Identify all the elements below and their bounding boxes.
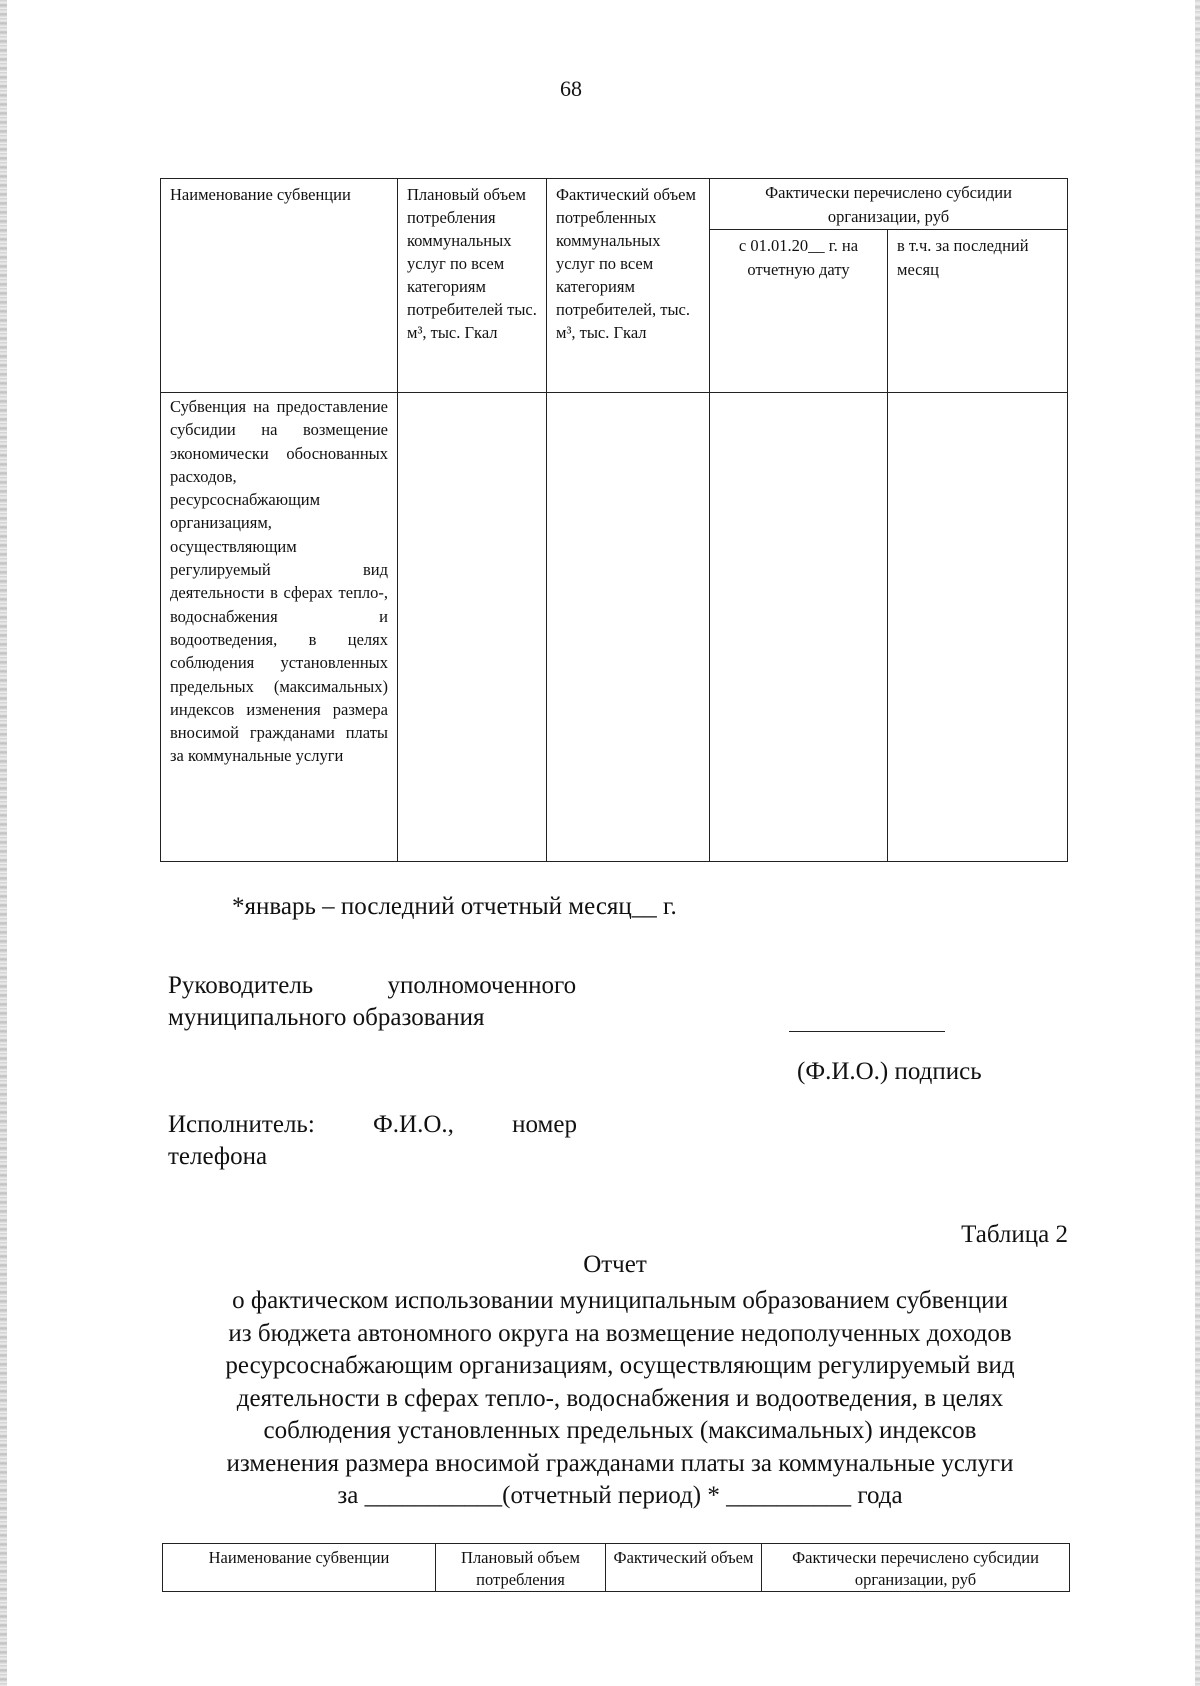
report-line: изменения размера вносимой гражданами платы за коммунальные услуги [226, 1449, 1014, 1477]
report-line: деятельности в сферах тепло-, водоснабжения и водоотведения, в целях [236, 1384, 1004, 1412]
cell-actual-volume [547, 393, 710, 862]
t2-header-planned-volume: Плановый объем потребления [436, 1544, 606, 1592]
scan-edge-left [0, 0, 7, 1686]
head-title-line2: муниципального образования [168, 1004, 485, 1031]
cell-since-date [710, 393, 888, 862]
scan-edge-right [1195, 0, 1200, 1686]
footnote-january: *январь – последний отчетный месяц__ г. [232, 893, 677, 920]
t2-header-name: Наименование субвенции [163, 1544, 436, 1592]
header-last-month: в т.ч. за последний месяц [888, 230, 1068, 393]
cell-planned-volume [398, 393, 547, 862]
cell-last-month [888, 393, 1068, 862]
report-line: за ___________(отчетный период) * __________ года [337, 1482, 903, 1509]
report-title: Отчет [583, 1251, 647, 1278]
executor-line1: Исполнитель: Ф.И.О., номер [168, 1111, 577, 1138]
header-transferred-subsidy: Фактически перечислено субсидии организации, руб [710, 179, 1068, 230]
report-line: о фактическом использовании муниципальным образованием субвенции [232, 1287, 1008, 1314]
header-since-date: с 01.01.20__ г. на отчетную дату [710, 230, 888, 393]
row-subvention-name: Субвенция на предоставление субсидии на возмещение экономически обоснованных расходов, ресурсоснабжающим организациям, осуществляющим регулируемый вид деятельности в сферах тепло-, водоснабжения и водоотведения, в целях соблюдения установленных предельных (максимальных) индексов изменения размера вносимой гражданами платы за коммунальные услуги [161, 393, 398, 862]
table-2-label: Таблица 2 [961, 1221, 1068, 1248]
page-number: 68 [560, 76, 582, 101]
report-line: соблюдения установленных предельных (максимальных) индексов [263, 1417, 977, 1444]
header-planned-volume: Плановый объем потребления коммунальных услуг по всем категориям потребителей тыс. м³, тыс. Гкал [398, 179, 547, 393]
header-name: Наименование субвенции [161, 179, 398, 393]
executor-line2: телефона [168, 1143, 268, 1170]
t2-header-actual-volume: Фактический объем [606, 1544, 762, 1592]
signature-caption: (Ф.И.О.) подпись [797, 1058, 982, 1085]
t2-header-transferred-subsidy: Фактически перечислено субсидии организации, руб [762, 1544, 1070, 1592]
subvention-table-2 [162, 1543, 1070, 1592]
report-description [160, 1285, 1080, 1513]
report-line: ресурсоснабжающим организациям, осуществляющим регулируемый вид [225, 1352, 1015, 1379]
signature-line [789, 1031, 945, 1032]
head-title-line1: Руководитель уполномоченного [168, 972, 577, 999]
report-line: из бюджета автономного округа на возмещение недополученных доходов [228, 1319, 1012, 1347]
table-row [161, 393, 1068, 862]
header-actual-volume: Фактический объем потребленных коммунальных услуг по всем категориям потребителей, тыс. м³, тыс. Гкал [547, 179, 710, 393]
subvention-table-1 [160, 178, 1068, 862]
